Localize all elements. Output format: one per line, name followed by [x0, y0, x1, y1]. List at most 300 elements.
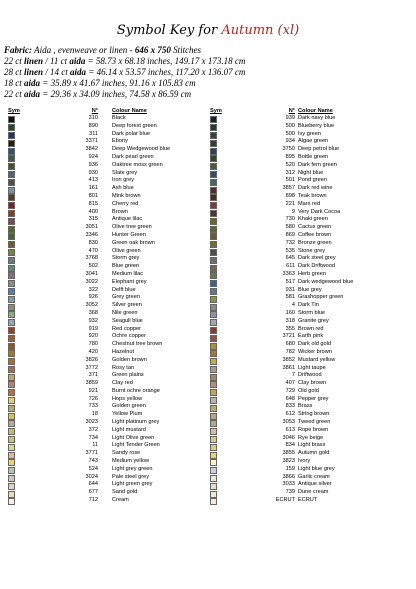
- thread-number: 524: [88, 465, 98, 472]
- thread-number: 801: [88, 192, 98, 199]
- table-row: [206, 466, 412, 474]
- table-row: [206, 240, 412, 248]
- thread-number: 502: [88, 263, 98, 270]
- thread-number: 780: [88, 341, 98, 348]
- table-row: [4, 365, 204, 373]
- thread-number: 730: [285, 216, 295, 223]
- colour-name: Medium lilac: [112, 270, 144, 277]
- table-row: [206, 458, 412, 466]
- colour-name: Yellow Plum: [112, 411, 143, 418]
- size-fabric-2: aida: [69, 56, 86, 66]
- table-row: [206, 302, 412, 310]
- colour-name: Pale steel grey: [112, 473, 150, 480]
- thread-number: 815: [88, 200, 98, 207]
- thread-number: 3772: [85, 364, 98, 371]
- header-num: N°: [288, 108, 295, 114]
- table-row: [206, 474, 412, 482]
- colour-name: Green oak brown: [112, 239, 155, 246]
- table-row: [206, 372, 412, 380]
- table-row: [206, 138, 412, 146]
- colour-name: Green plains: [112, 372, 144, 379]
- thread-number: 7: [291, 372, 295, 379]
- table-row: [206, 442, 412, 450]
- table-row: [206, 271, 412, 279]
- table-row: [4, 232, 204, 240]
- fabric-text: Aida , evenweave or linen -: [32, 45, 135, 55]
- colour-name: Oaktree moss green: [112, 161, 163, 168]
- colour-name: Mustard yellow: [298, 356, 336, 363]
- table-row: [4, 341, 204, 349]
- table-row: [4, 450, 204, 458]
- table-row: [4, 123, 204, 131]
- thread-number: 613: [285, 426, 295, 433]
- table-row: [206, 193, 412, 201]
- colour-name: Very Dark Cocoa: [298, 208, 341, 215]
- table-row: [4, 372, 204, 380]
- thread-number: 368: [88, 309, 98, 316]
- size-pre: 22 ct: [4, 56, 24, 66]
- colour-name: Brown: [112, 208, 128, 215]
- colour-name: Brass: [298, 403, 313, 410]
- thread-number: 3826: [85, 356, 98, 363]
- table-row: [206, 146, 412, 154]
- table-row: [206, 427, 412, 435]
- colour-name: Dark pearl green: [112, 153, 154, 160]
- size-line: [4, 67, 414, 78]
- colour-name: Light blue grey: [298, 465, 335, 472]
- size-pre: 28 ct: [4, 67, 24, 77]
- size-pre: 18 ct: [4, 78, 24, 88]
- table-row: [4, 287, 204, 295]
- table-row: [206, 388, 412, 396]
- table-row: [4, 154, 204, 162]
- colour-name: Golden green: [112, 403, 146, 410]
- thread-number: 3721: [282, 333, 295, 340]
- table-row: [206, 419, 412, 427]
- table-row: [4, 138, 204, 146]
- table-row: [206, 365, 412, 373]
- colour-name: Dark old gold: [298, 341, 331, 348]
- table-row: [4, 216, 204, 224]
- thread-number: 11: [92, 442, 98, 449]
- thread-number: 3842: [85, 146, 98, 153]
- table-row: [4, 131, 204, 139]
- colour-name: Stone grey: [298, 247, 326, 254]
- colour-name: Clay brown: [298, 380, 326, 387]
- thread-number: 729: [285, 387, 295, 394]
- thread-number: 3855: [282, 450, 295, 457]
- size-mid: / 11 ct: [43, 56, 70, 66]
- thread-number: 315: [88, 216, 98, 223]
- thread-number: 833: [285, 403, 295, 410]
- table-row: [206, 185, 412, 193]
- colour-name: Slate grey: [112, 169, 138, 176]
- thread-number: 931: [285, 286, 295, 293]
- table-row: [206, 481, 412, 489]
- thread-number: 18: [91, 411, 98, 418]
- thread-number: 310: [88, 115, 98, 121]
- thread-number: 739: [285, 489, 295, 496]
- colour-name: Deep Wedgewood blue: [112, 146, 171, 153]
- header-name: Colour Name: [298, 108, 333, 114]
- table-row: [206, 224, 412, 232]
- colour-name: Ash blue: [112, 185, 134, 192]
- fabric-info: [4, 45, 414, 100]
- table-row: [4, 474, 204, 482]
- header-num: N°: [91, 108, 98, 114]
- table-row: [206, 411, 412, 419]
- table-row: [206, 162, 412, 170]
- table-row: [4, 302, 204, 310]
- fabric-label: Fabric:: [4, 45, 32, 55]
- symbol-table-left: [4, 107, 204, 505]
- thread-number: 732: [285, 239, 295, 246]
- table-row: [4, 442, 204, 450]
- table-row: [206, 380, 412, 388]
- colour-name: Olive tree green: [112, 224, 152, 231]
- size-post: = 58.73 x 68.18 inches, 149.17 x 173.18 cm: [85, 56, 246, 66]
- colour-name: Dark red wine: [298, 185, 333, 192]
- thread-number: 501: [285, 177, 295, 184]
- table-row: [206, 450, 412, 458]
- colour-name: Olive green: [112, 247, 141, 254]
- table-row: [4, 458, 204, 466]
- thread-number: 221: [285, 200, 295, 207]
- colour-name: Light grey green: [112, 465, 153, 472]
- colour-name: Wicker brown: [298, 348, 332, 355]
- thread-number: 318: [285, 317, 295, 324]
- thread-number: 3346: [85, 231, 98, 238]
- colour-name: Teak brown: [298, 192, 327, 199]
- thread-number: 926: [88, 294, 98, 301]
- thread-number: 400: [88, 208, 98, 215]
- colour-name: Ebony: [112, 138, 128, 145]
- colour-name: Light platinum grey: [112, 419, 160, 426]
- table-row: [206, 294, 412, 302]
- table-row: [4, 388, 204, 396]
- colour-name: Old gold: [298, 387, 319, 394]
- table-row: [4, 209, 204, 217]
- table-row: [206, 131, 412, 139]
- colour-name: Burnt ochre orange: [112, 387, 160, 394]
- thread-number: 890: [88, 122, 98, 129]
- table-row: [206, 341, 412, 349]
- colour-name: Hunter Green: [112, 231, 146, 238]
- size-fabric: linen: [24, 56, 44, 66]
- size-fabric: aida: [24, 89, 41, 99]
- table-row: [4, 240, 204, 248]
- thread-number: 581: [285, 294, 295, 301]
- thread-number: 934: [285, 138, 295, 145]
- table-row: [206, 287, 412, 295]
- thread-number: 930: [88, 169, 98, 176]
- table-row: [4, 497, 204, 505]
- colour-name: Storm blue: [298, 309, 326, 316]
- thread-number: 3823: [282, 458, 295, 465]
- thread-number: 611: [286, 263, 295, 270]
- colour-name: Golden brown: [112, 356, 147, 363]
- size-fabric: aida: [24, 78, 41, 88]
- table-row: [206, 497, 412, 505]
- table-row: [206, 255, 412, 263]
- thread-number: 3866: [282, 473, 295, 480]
- table-header: [4, 107, 204, 115]
- thread-number: 413: [88, 177, 98, 184]
- table-row: [4, 403, 204, 411]
- size-fabric-2: aida: [70, 67, 87, 77]
- table-row: [4, 310, 204, 318]
- thread-number: 355: [285, 325, 295, 332]
- size-post: = 46.14 x 53.57 inches, 117.20 x 136.07 cm: [86, 67, 246, 77]
- rows-right: [206, 115, 412, 505]
- colour-name: Light green grey: [112, 481, 153, 488]
- table-row: [206, 310, 412, 318]
- thread-number: 677: [88, 489, 98, 496]
- table-row: [4, 396, 204, 404]
- table-row: [206, 154, 412, 162]
- thread-number: 159: [285, 465, 295, 472]
- colour-name: Ivory: [298, 458, 311, 465]
- colour-name: Brown red: [298, 325, 324, 332]
- colour-name: Storm grey: [112, 255, 140, 262]
- thread-number: 9: [291, 208, 295, 215]
- colour-name: Dark Tin: [298, 302, 319, 309]
- fabric-line: [4, 45, 414, 56]
- colour-name: Chestnut tree brown: [112, 341, 163, 348]
- thread-number: 311: [89, 130, 98, 137]
- header-name: Colour Name: [112, 108, 147, 114]
- thread-number: 612: [285, 411, 295, 418]
- table-row: [4, 294, 204, 302]
- table-row: [4, 427, 204, 435]
- table-row: [4, 481, 204, 489]
- colour-name: Night blue: [298, 169, 324, 176]
- colour-name: Black: [112, 115, 126, 121]
- colour-name: Delft blue: [112, 286, 136, 293]
- colour-name: Clay red: [112, 380, 133, 387]
- thread-number: 322: [88, 286, 98, 293]
- colour-name: Rye beige: [298, 434, 324, 441]
- table-row: [4, 177, 204, 185]
- colour-name: Blue grey: [298, 286, 322, 293]
- table-row: [206, 123, 412, 131]
- colour-name: Seagull blue: [112, 317, 143, 324]
- thread-number: 3750: [282, 146, 295, 153]
- colour-name: Dark fern green: [298, 161, 337, 168]
- table-row: [4, 185, 204, 193]
- thread-number: 4: [291, 302, 295, 309]
- colour-name: Mars red: [298, 200, 321, 207]
- colour-name: Grashopper green: [298, 294, 344, 301]
- thread-number: 920: [88, 333, 98, 340]
- table-row: [206, 396, 412, 404]
- table-row: [206, 209, 412, 217]
- table-row: [206, 177, 412, 185]
- thread-number: 936: [88, 161, 98, 168]
- size-pre: 22 ct: [4, 89, 24, 99]
- table-row: [4, 170, 204, 178]
- colour-name: Rope brown: [298, 426, 329, 433]
- thread-number: 371: [88, 372, 98, 379]
- colour-name: Deep petrol blue: [298, 146, 340, 153]
- thread-number: 680: [285, 341, 295, 348]
- colour-name: Hops yellow: [112, 395, 143, 402]
- thread-number: 312: [285, 169, 295, 176]
- table-row: [206, 326, 412, 334]
- colour-name: Silver green: [112, 302, 142, 309]
- thread-number: 734: [88, 434, 98, 441]
- table-row: [206, 489, 412, 497]
- table-row: [4, 466, 204, 474]
- thread-number: 3861: [282, 364, 295, 371]
- colour-name: Nile green: [112, 309, 138, 316]
- table-row: [4, 146, 204, 154]
- colour-name: Bottle green: [298, 153, 329, 160]
- table-row: [4, 419, 204, 427]
- colour-name: String brown: [298, 411, 330, 418]
- colour-name: Dark steel grey: [298, 255, 336, 262]
- colour-name: Earth pink: [298, 333, 324, 340]
- symbol-table-right: [206, 107, 412, 505]
- table-row: [206, 216, 412, 224]
- colour-name: Antique lilac: [112, 216, 143, 223]
- thread-number: 3022: [85, 278, 98, 285]
- colour-name: Pepper grey: [298, 395, 329, 402]
- colour-name: Blueberry blue: [298, 122, 335, 129]
- colour-name: Light mustard: [112, 426, 146, 433]
- table-row: [4, 271, 204, 279]
- table-row: [4, 326, 204, 334]
- table-row: [4, 263, 204, 271]
- thread-number: 782: [285, 348, 295, 355]
- table-row: [4, 224, 204, 232]
- table-row: [4, 411, 204, 419]
- thread-number: 3859: [85, 380, 98, 387]
- table-row: [4, 435, 204, 443]
- thread-number: 895: [285, 153, 295, 160]
- table-row: [4, 115, 204, 123]
- size-line: [4, 78, 414, 89]
- colour-name: Rosy tan: [112, 364, 135, 371]
- thread-number: 535: [285, 247, 295, 254]
- thread-number: 3771: [85, 450, 98, 457]
- table-header: [206, 107, 412, 115]
- table-row: [206, 201, 412, 209]
- thread-number: 407: [285, 380, 295, 387]
- thread-number: 921: [88, 387, 98, 394]
- thread-number: 517: [285, 278, 295, 285]
- colour-name: Light Tender Green: [112, 442, 160, 449]
- table-row: [4, 193, 204, 201]
- colour-name: Light brass: [298, 442, 326, 449]
- header-sym: Sym: [210, 108, 222, 114]
- rows-left: [4, 115, 204, 505]
- fabric-suffix: Stitches: [170, 45, 202, 55]
- table-row: [4, 162, 204, 170]
- colour-name: Bronze green: [298, 239, 332, 246]
- colour-name: Autumn gold: [298, 450, 330, 457]
- thread-number: 830: [88, 239, 98, 246]
- thread-number: 3041: [85, 270, 98, 277]
- thread-number: 743: [88, 458, 98, 465]
- thread-number: 420: [88, 348, 98, 355]
- colour-name: Hazelnut: [112, 348, 135, 355]
- thread-number: 932: [88, 317, 98, 324]
- colour-name: Cherry red: [112, 200, 139, 207]
- colour-name: Dark wedgewood blue: [298, 278, 354, 285]
- colour-name: Sandy rose: [112, 450, 141, 457]
- colour-name: Cactus green: [298, 224, 332, 231]
- thread-number: 712: [88, 497, 98, 504]
- table-row: [206, 333, 412, 341]
- thread-number: 834: [285, 442, 295, 449]
- colour-name: Garlic cream: [298, 473, 330, 480]
- table-row: [206, 349, 412, 357]
- colour-name: Mink brown: [112, 192, 141, 199]
- table-row: [206, 115, 412, 123]
- size-post: = 29.36 x 34.09 inches, 74.58 x 86.59 cm: [40, 89, 192, 99]
- colour-name: Red copper: [112, 325, 141, 332]
- size-line: [4, 89, 414, 100]
- colour-name: Light Olive green: [112, 434, 155, 441]
- thread-number: 919: [88, 325, 98, 332]
- thread-number: 869: [285, 231, 295, 238]
- thread-number: 580: [285, 224, 295, 231]
- color-swatch-icon: [210, 498, 217, 505]
- colour-name: Tweed green: [298, 419, 331, 426]
- thread-number: 726: [88, 395, 98, 402]
- header-sym: Sym: [8, 108, 20, 114]
- thread-number: 3768: [85, 255, 98, 262]
- thread-number: 470: [88, 247, 98, 254]
- table-row: [4, 201, 204, 209]
- colour-name: Antique silver: [298, 481, 332, 488]
- colour-name: Ivy green: [298, 130, 322, 137]
- thread-number: 3024: [85, 473, 98, 480]
- title-accent: Autumn (xl): [221, 23, 300, 38]
- thread-number: 644: [88, 481, 98, 488]
- colour-name: Grey green: [112, 294, 140, 301]
- size-post: = 35.89 x 41.67 inches, 91.16 x 105.83 cm: [40, 78, 196, 88]
- table-row: [4, 380, 204, 388]
- size-mid: / 14 ct: [43, 67, 71, 77]
- thread-number: 733: [88, 403, 98, 410]
- colour-name: Herb green: [298, 270, 326, 277]
- colour-name: Granite grey: [298, 317, 329, 324]
- thread-number: 161: [88, 185, 98, 192]
- colour-name: Coffee brown: [298, 231, 332, 238]
- table-row: [4, 255, 204, 263]
- fabric-stitches: 646 x 750: [134, 45, 171, 55]
- colour-name: Deep forest green: [112, 122, 157, 129]
- colour-name: Dune cream: [298, 489, 329, 496]
- thread-number: ECRUT: [275, 497, 295, 504]
- colour-name: Iron grey: [112, 177, 135, 184]
- thread-number: 3363: [282, 270, 295, 277]
- table-row: [206, 318, 412, 326]
- colour-name: Dark Driftwood: [298, 263, 335, 270]
- table-row: [4, 357, 204, 365]
- thread-number: 3046: [282, 434, 295, 441]
- colour-name: Pond green: [298, 177, 327, 184]
- table-row: [206, 357, 412, 365]
- colour-name: ECRUT: [298, 497, 318, 504]
- thread-number: 645: [285, 255, 295, 262]
- thread-number: 924: [88, 153, 98, 160]
- thread-number: 500: [285, 130, 295, 137]
- color-swatch-icon: [8, 498, 15, 505]
- thread-number: 3053: [282, 419, 295, 426]
